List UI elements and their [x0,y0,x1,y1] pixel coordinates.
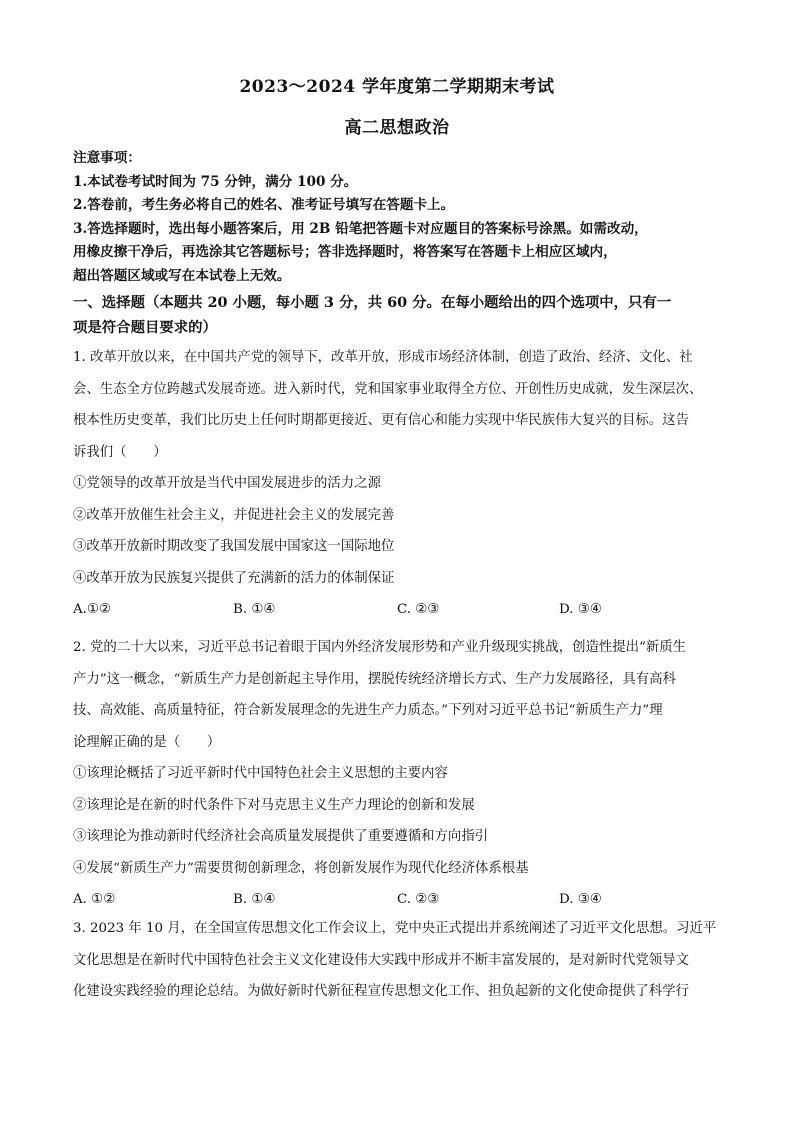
question-text-line: 化建设实践经验的理论总结。为做好新时代新征程宣传思想文化工作、担负起新的文化使命提供了科学行 [73,984,689,999]
question-2 [73,632,733,916]
statement: ①党领导的改革开放是当代中国发展进步的活力之源 [73,476,381,491]
option-d: D. ③④ [559,602,602,617]
question-text-line: 1. 改革开放以来，在中国共产党的领导下，改革开放，形成市场经济体制，创造了政治、经济、文化、社 [73,350,693,365]
notes-item: 1.本试卷考试时间为 75 分钟，满分 100 分。 [73,173,358,190]
statement: ②改革开放催生社会主义，并促进社会主义的发展完善 [73,507,395,523]
option-a: A. ①② [73,892,116,907]
question-text-line: 根本性历史变革，我们比历史上任何时期都更接近、更有信心和能力实现中华民族伟大复兴的目标。这告 [73,413,689,428]
question-text-line: 文化思想是在新时代中国特色社会主义文化建设伟大实践中形成并不断丰富发展的，是对新时代党领导文 [73,952,689,968]
question-text-line: 会、生态全方位跨越式发展奇迹。进入新时代，党和国家事业取得全方位、开创性历史成就，发生深层次、 [73,381,703,397]
option-c: C. ②③ [397,602,440,617]
question-text-line: 2. 党的二十大以来，习近平总书记着眼于国内外经济发展形势和产业升级现实挑战，创造性提出“新质生 [73,640,687,655]
statement: ③该理论为推动新时代经济社会高质量发展提供了重要遵循和方向指引 [73,829,489,844]
option-c: C. ②③ [397,892,440,907]
statement: ②该理论是在新的时代条件下对马克思主义生产力理论的创新和发展 [73,797,475,813]
question-text-line: 论理解正确的是（ ） [73,734,221,750]
exam-title: 2023～2024 学年度第二学期期末考试 [239,77,555,97]
notes-item: 超出答题区域或写在本试卷上无效。 [73,267,291,284]
question-text-line: 技、高效能、高质量特征，符合新发展理念的先进生产力质态。”下列对习近平总书记“新质生产力”理 [73,703,663,718]
option-a: A.①② [73,602,111,617]
notes-item: 3.答选择题时，选出每小题答案后，用 2B 铅笔把答题卡对应题目的答案标号涂黑。如需改动， [73,220,648,237]
option-d: D. ③④ [559,892,602,907]
option-b: B. ①④ [233,602,276,617]
notes-heading: 注意事项： [73,150,141,166]
question-1 [73,342,733,626]
answer-options [73,594,733,626]
section-heading [73,290,733,340]
statement: ①该理论概括了习近平新时代中国特色社会主义思想的主要内容 [73,766,448,781]
notes-item: 用橡皮擦干净后，再选涂其它答题标号；答非选择题时，将答案写在答题卡上相应区域内， [73,244,617,260]
question-text-line: 3. 2023 年 10 月，在全国宣传思想文化工作会议上，党中央正式提出并系统阐述了习近平文化思想。习近平 [73,921,717,936]
question-text-line: 诉我们（ ） [73,444,167,460]
statement: ③改革开放新时期改变了我国发展中国家这一国际地位 [73,539,395,554]
section-heading-line: 一、选择题（本题共 20 小题，每小题 3 分，共 60 分。在每小题给出的四个选项中，只有一 [73,294,672,311]
statement: ④发展“新质生产力”需要贯彻创新理念，将创新发展作为现代化经济体系根基 [73,860,529,876]
section-heading-line: 项是符合题目要求的） [73,319,217,336]
question-text-line: 产力”这一概念，“新质生产力是创新起主导作用，摆脱传统经济增长方式、生产力发展路径，具有高科 [73,671,676,687]
question-3 [73,913,733,1008]
answer-options [73,884,733,916]
option-b: B. ①④ [233,892,276,907]
exam-subject: 高二思想政治 [344,118,450,138]
notes-item: 2.答卷前，考生务必将自己的姓名、准考证号填写在答题卡上。 [73,197,455,213]
notes-block [73,147,733,288]
statement: ④改革开放为民族复兴提供了充满新的活力的体制保证 [73,570,395,586]
